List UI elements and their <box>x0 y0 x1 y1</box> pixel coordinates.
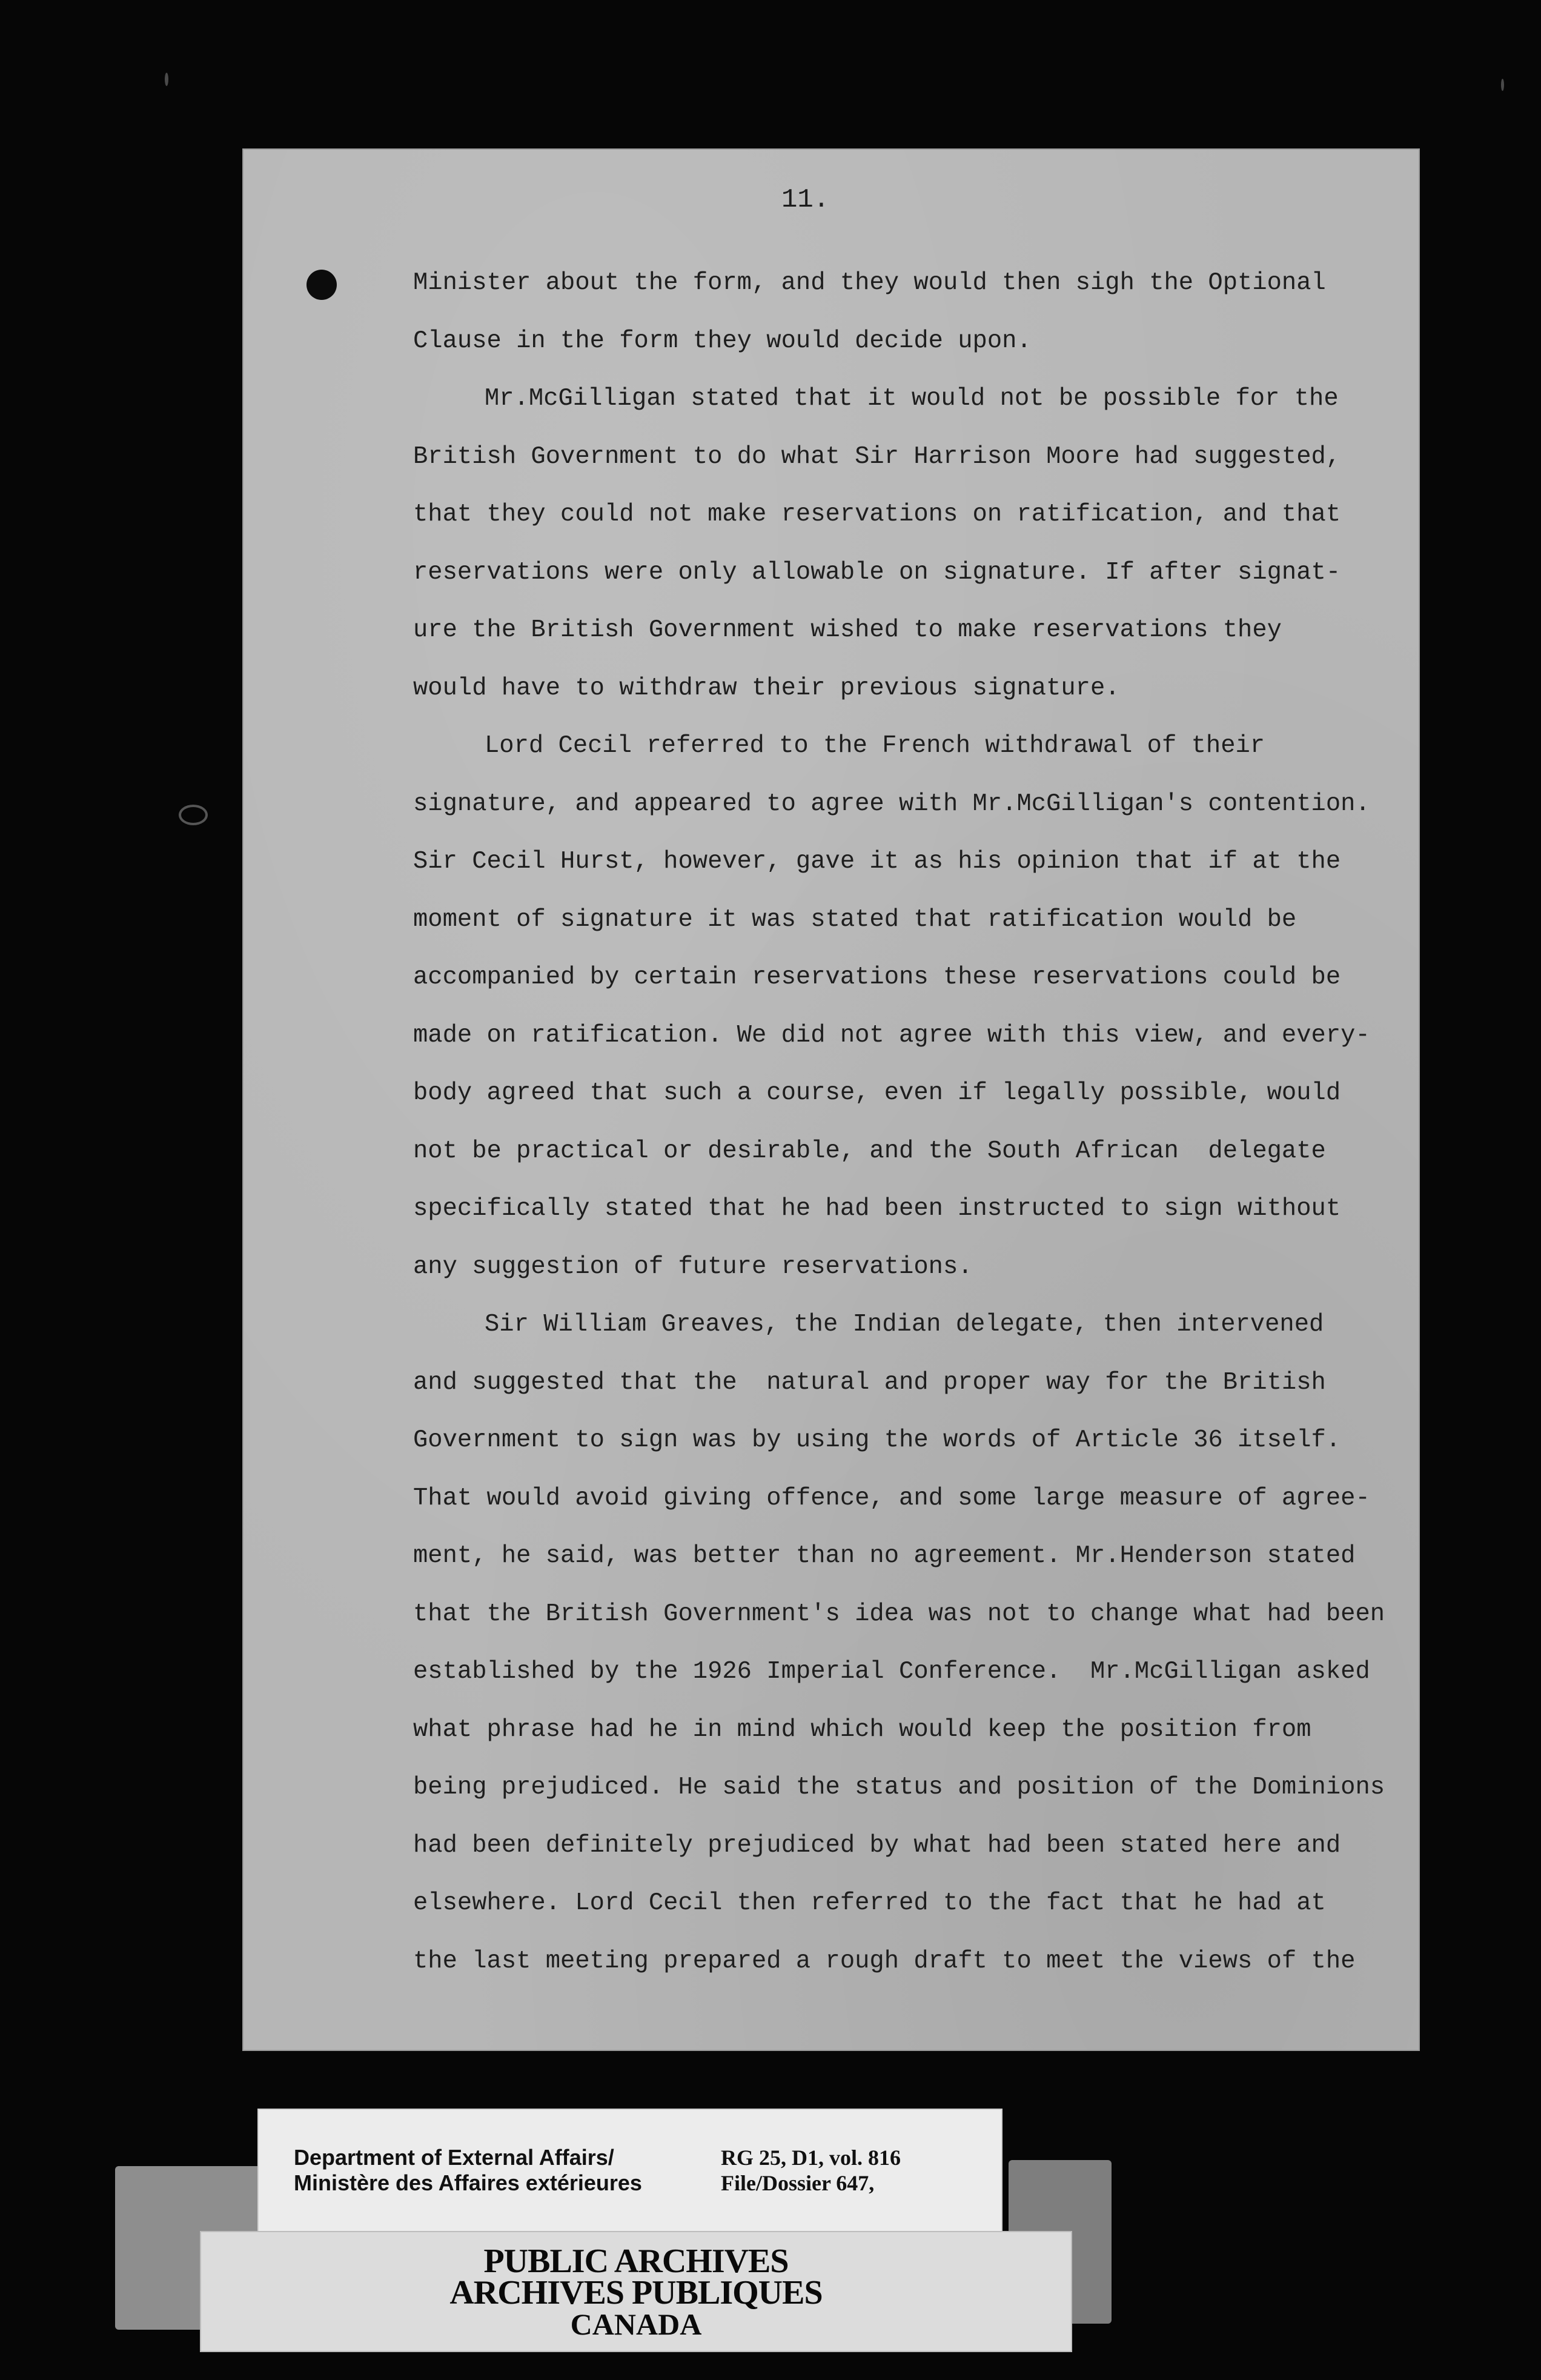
document-body <box>413 254 1407 1990</box>
text-line: That would avoid giving offence, and some large measure of agree- <box>413 1484 1370 1512</box>
text-line: the last meeting prepared a rough draft to meet the views of the <box>413 1947 1356 1975</box>
department-french: Ministère des Affaires extérieures <box>294 2170 642 2195</box>
text-line: specifically stated that he had been instructed to sign without <box>413 1195 1341 1223</box>
text-line: Minister about the form, and they would then sigh the Optional <box>413 269 1326 297</box>
text-line: Sir William Greaves, the Indian delegate, then intervened <box>485 1311 1324 1338</box>
text-line: Mr.McGilligan stated that it would not be possible for the <box>485 385 1339 413</box>
text-line: established by the 1926 Imperial Conference. Mr.McGilligan asked <box>413 1658 1370 1686</box>
document-page <box>242 148 1420 2051</box>
text-line: moment of signature it was stated that ratification would be <box>413 905 1297 934</box>
text-line: that they could not make reservations on ratification, and that <box>413 500 1341 528</box>
text-line: elsewhere. Lord Cecil then referred to the fact that he had at <box>413 1889 1326 1917</box>
text-line: not be practical or desirable, and the South African delegate <box>413 1137 1326 1165</box>
text-line: what phrase had he in mind which would keep the position from <box>413 1715 1311 1744</box>
text-line: made on ratification. We did not agree with this view, and every- <box>413 1021 1370 1049</box>
archives-stamp-line-en: PUBLIC ARCHIVES <box>483 2242 789 2280</box>
text-line: reservations were only allowable on signature. If after signat- <box>413 558 1341 587</box>
page-number: 11. <box>781 185 830 215</box>
text-line: ure the British Government wished to make reservations they <box>413 616 1282 644</box>
text-line: Sir Cecil Hurst, however, gave it as his opinion that if at the <box>413 848 1341 876</box>
text-line: that the British Government's idea was not to change what had been <box>413 1600 1385 1628</box>
text-line: British Government to do what Sir Harrison Moore had suggested, <box>413 442 1341 471</box>
text-line: signature, and appeared to agree with Mr.McGilligan's contention. <box>413 789 1370 818</box>
film-speck <box>165 73 168 86</box>
text-line: being prejudiced. He said the status and position of the Dominions <box>413 1773 1385 1801</box>
film-speck <box>1501 79 1504 91</box>
department-block <box>294 2145 642 2196</box>
archives-stamp <box>200 2231 1072 2352</box>
record-group-reference: RG 25, D1, vol. 816 <box>721 2146 901 2170</box>
text-line: ment, he said, was better than no agreement. Mr.Henderson stated <box>413 1542 1356 1570</box>
archives-stamp-line-fr: ARCHIVES PUBLIQUES <box>449 2274 823 2312</box>
department-english: Department of External Affairs/ <box>294 2145 614 2170</box>
text-line: would have to withdraw their previous signature. <box>413 674 1120 702</box>
text-line: Lord Cecil referred to the French withdrawal of their <box>485 732 1265 760</box>
text-line: body agreed that such a course, even if legally possible, would <box>413 1079 1341 1107</box>
file-reference: File/Dossier 647, <box>721 2171 875 2195</box>
archives-stamp-line-country: CANADA <box>570 2307 702 2341</box>
text-line: and suggested that the natural and proper way for the British <box>413 1368 1326 1397</box>
text-line: any suggestion of future reservations. <box>413 1252 973 1281</box>
film-speck <box>179 805 208 825</box>
text-line: Clause in the form they would decide upon. <box>413 327 1032 355</box>
text-line: Government to sign was by using the words of Article 36 itself. <box>413 1426 1341 1454</box>
text-line: had been definitely prejudiced by what had been stated here and <box>413 1831 1341 1860</box>
archive-reference-label <box>257 2109 1002 2236</box>
punch-hole <box>307 270 337 300</box>
reference-block <box>721 2145 901 2196</box>
text-line: accompanied by certain reservations these reservations could be <box>413 963 1341 991</box>
